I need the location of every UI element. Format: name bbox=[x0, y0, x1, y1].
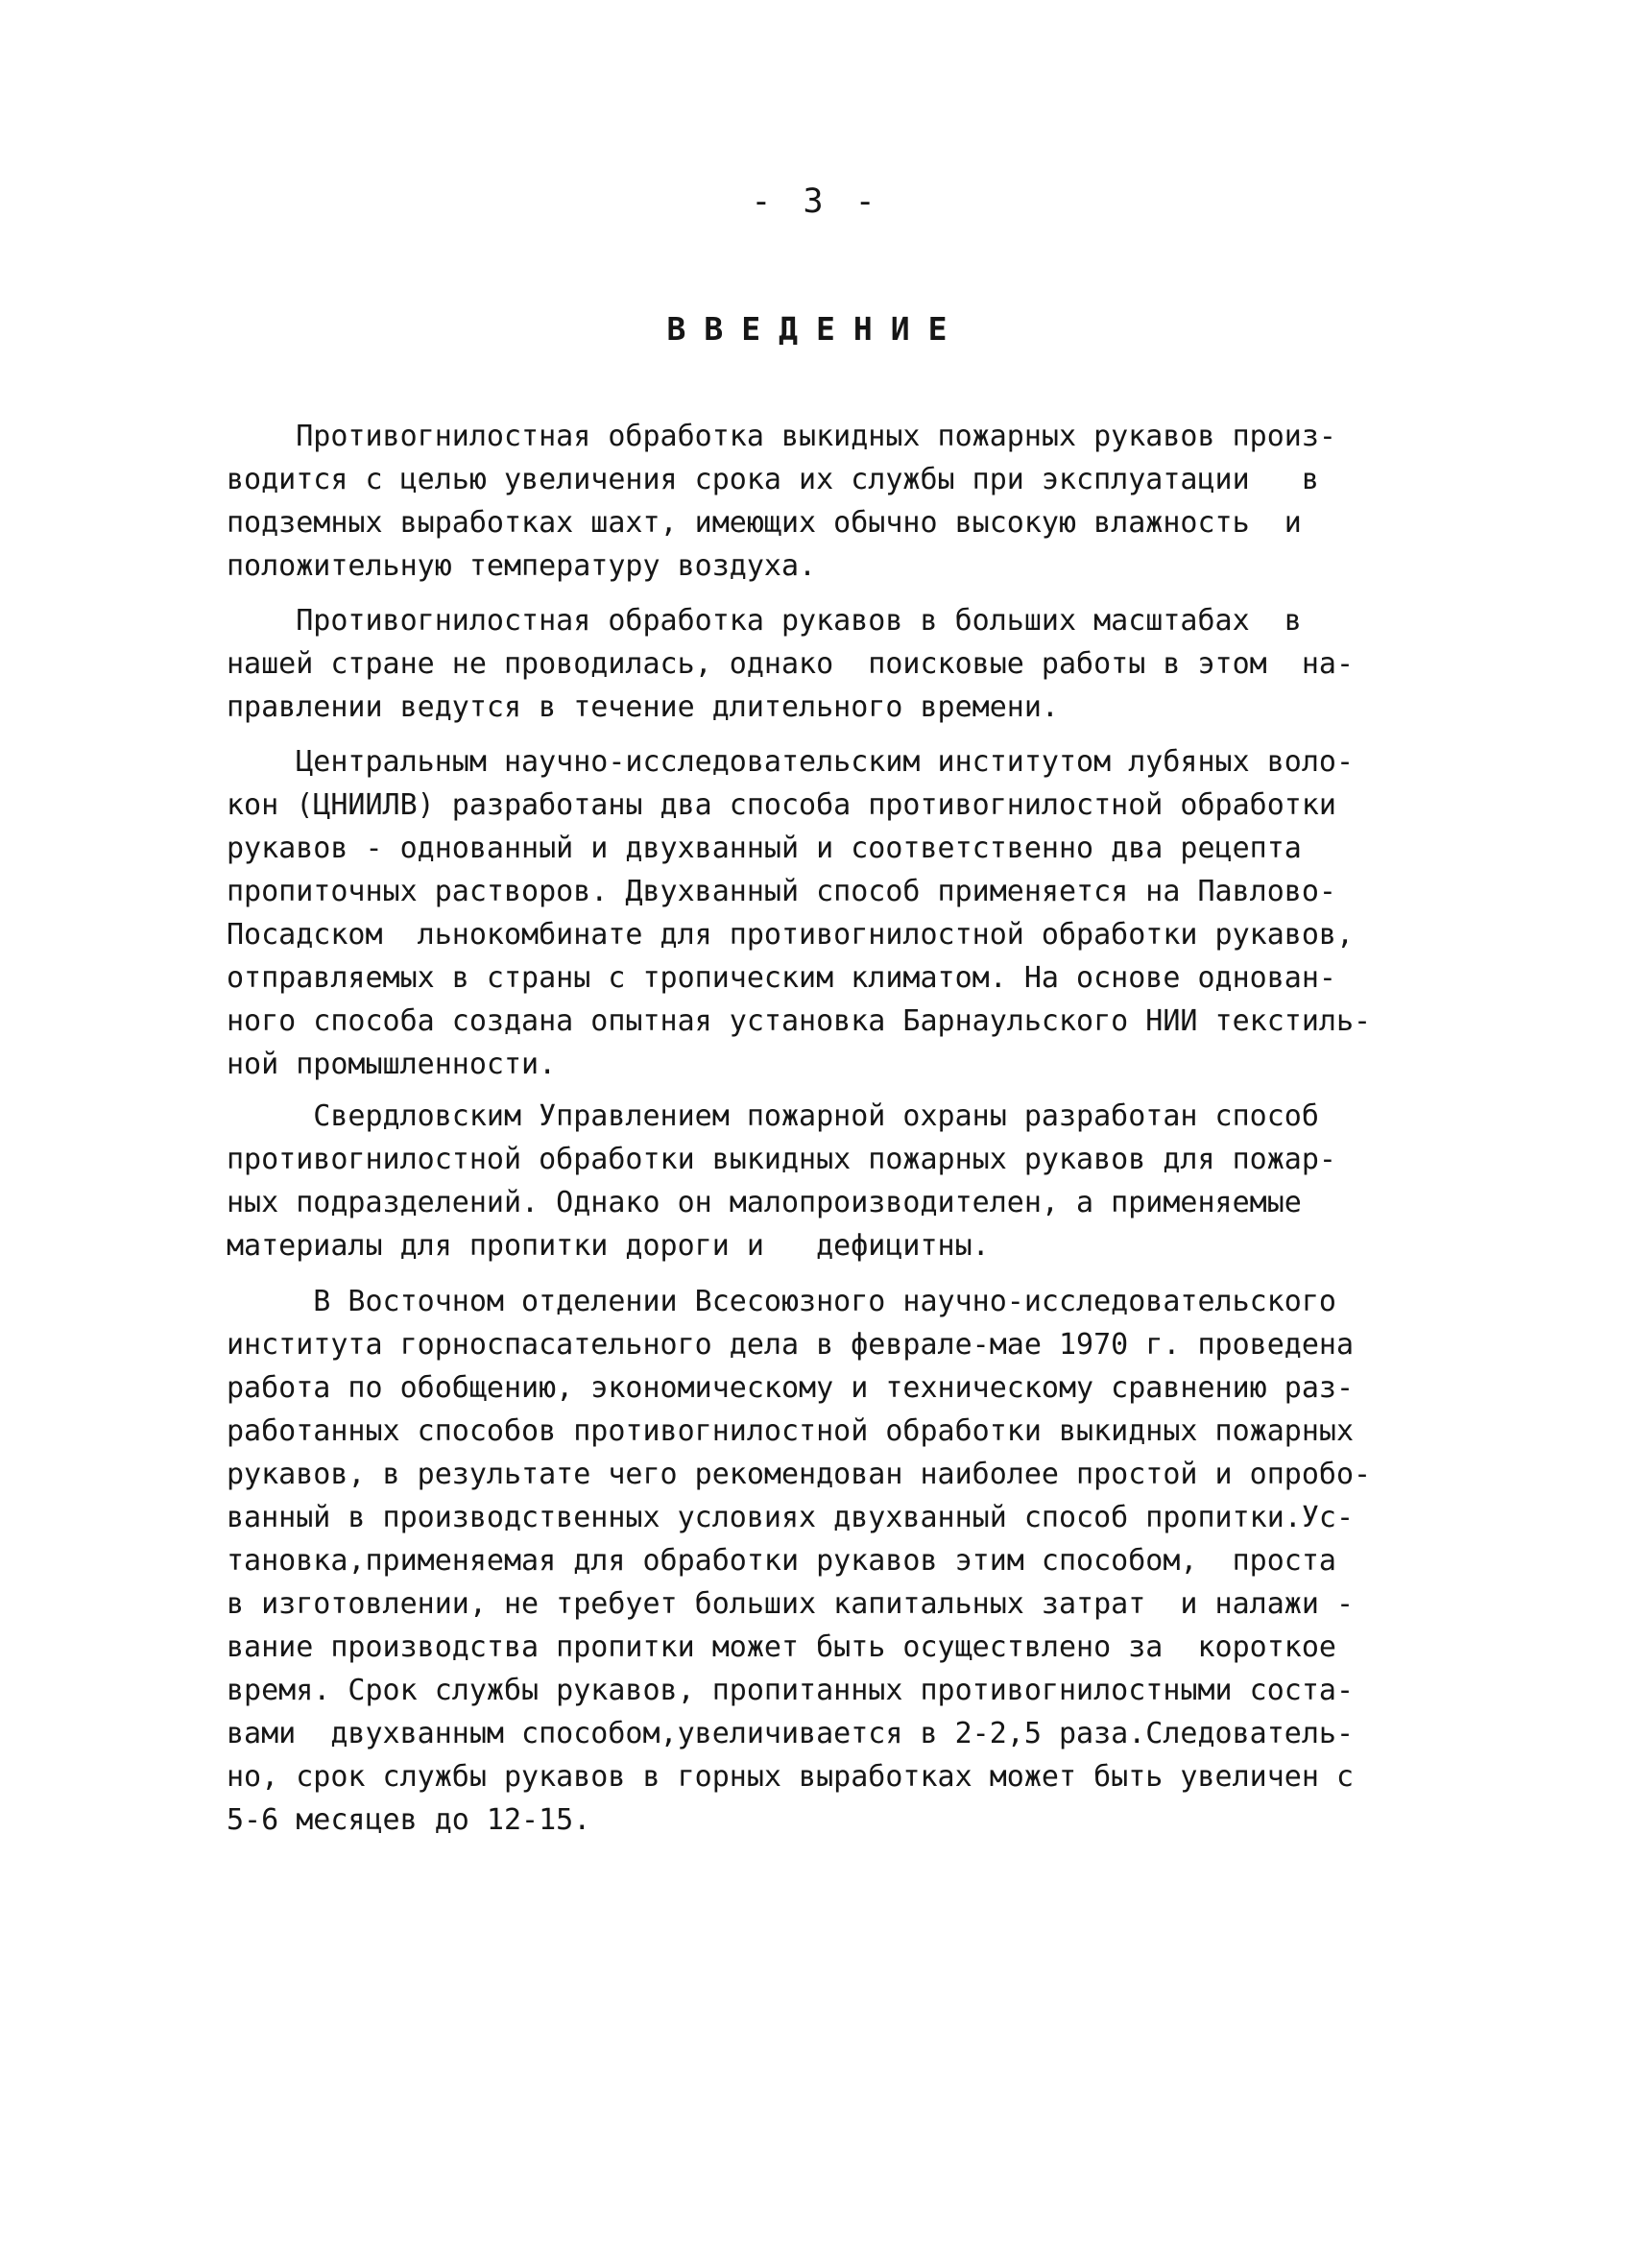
text-line: 5-6 месяцев до 12-15. bbox=[227, 1803, 591, 1837]
text-line: Посадском льнокомбинате для противогнилостной обработки рукавов, bbox=[227, 918, 1354, 952]
paragraph-2 bbox=[227, 599, 1354, 729]
text-line: института горноспасательного дела в феврале-мае 1970 г. проведена bbox=[227, 1328, 1354, 1362]
text-line: подземных выработках шахт, имеющих обычно высокую влажность и bbox=[227, 506, 1302, 540]
text-line: Свердловским Управлением пожарной охраны разработан способ bbox=[227, 1099, 1319, 1133]
text-line: рукавов, в результате чего рекомендован наиболее простой и опробо- bbox=[227, 1458, 1372, 1491]
text-line: положительную температуру воздуха. bbox=[227, 549, 817, 583]
text-line: ной промышленности. bbox=[227, 1048, 557, 1081]
paragraph-3 bbox=[227, 740, 1371, 1086]
text-line: нашей стране не проводилась, однако поисковые работы в этом на- bbox=[227, 647, 1354, 681]
page-number: - 3 - bbox=[751, 182, 881, 221]
text-line: В Восточном отделении Всесоюзного научно-исследовательского bbox=[227, 1285, 1336, 1318]
text-line: Центральным научно-исследовательским институтом лубяных воло- bbox=[227, 745, 1354, 779]
text-line: противогнилостной обработки выкидных пожарных рукавов для пожар- bbox=[227, 1143, 1336, 1176]
paragraph-4 bbox=[227, 1095, 1336, 1267]
text-line: в изготовлении, не требует больших капитальных затрат и налажи - bbox=[227, 1587, 1354, 1621]
text-line: ного способа создана опытная установка Барнаульского НИИ текстиль- bbox=[227, 1004, 1372, 1038]
text-line: время. Срок службы рукавов, пропитанных противогнилостными соста- bbox=[227, 1674, 1354, 1707]
text-line: тановка,применяемая для обработки рукавов этим способом, проста bbox=[227, 1544, 1336, 1578]
paragraph-5 bbox=[227, 1280, 1371, 1842]
text-line: Противогнилостная обработка рукавов в больших масштабах в bbox=[227, 604, 1302, 638]
text-line: вами двухванным способом,увеличивается в 2-2,5 раза.Следователь- bbox=[227, 1717, 1354, 1750]
text-line: водится с целью увеличения срока их службы при эксплуатации в bbox=[227, 463, 1319, 496]
text-line: но, срок службы рукавов в горных выработках может быть увеличен с bbox=[227, 1760, 1354, 1794]
text-line: правлении ведутся в течение длительного времени. bbox=[227, 690, 1059, 724]
text-line: кон (ЦНИИЛВ) разработаны два способа противогнилостной обработки bbox=[227, 788, 1336, 822]
text-line: ных подразделений. Однако он малопроизводителен, а применяемые bbox=[227, 1186, 1302, 1219]
section-title: ВВЕДЕНИЕ bbox=[666, 310, 966, 348]
text-line: материалы для пропитки дороги и дефицитны. bbox=[227, 1229, 990, 1263]
text-line: Противогнилостная обработка выкидных пожарных рукавов произ- bbox=[227, 420, 1336, 453]
text-line: ванный в производственных условиях двухванный способ пропитки.Ус- bbox=[227, 1501, 1354, 1534]
text-line: отправляемых в страны с тропическим климатом. На основе однован- bbox=[227, 961, 1336, 995]
text-line: вание производства пропитки может быть осуществлено за короткое bbox=[227, 1630, 1336, 1664]
text-line: пропиточных растворов. Двухванный способ применяется на Павлово- bbox=[227, 875, 1336, 908]
text-line: работа по обобщению, экономическому и техническому сравнению раз- bbox=[227, 1371, 1354, 1405]
text-line: рукавов - однованный и двухванный и соответственно два рецепта bbox=[227, 832, 1302, 865]
paragraph-1 bbox=[227, 415, 1336, 588]
text-line: работанных способов противогнилостной обработки выкидных пожарных bbox=[227, 1414, 1354, 1448]
